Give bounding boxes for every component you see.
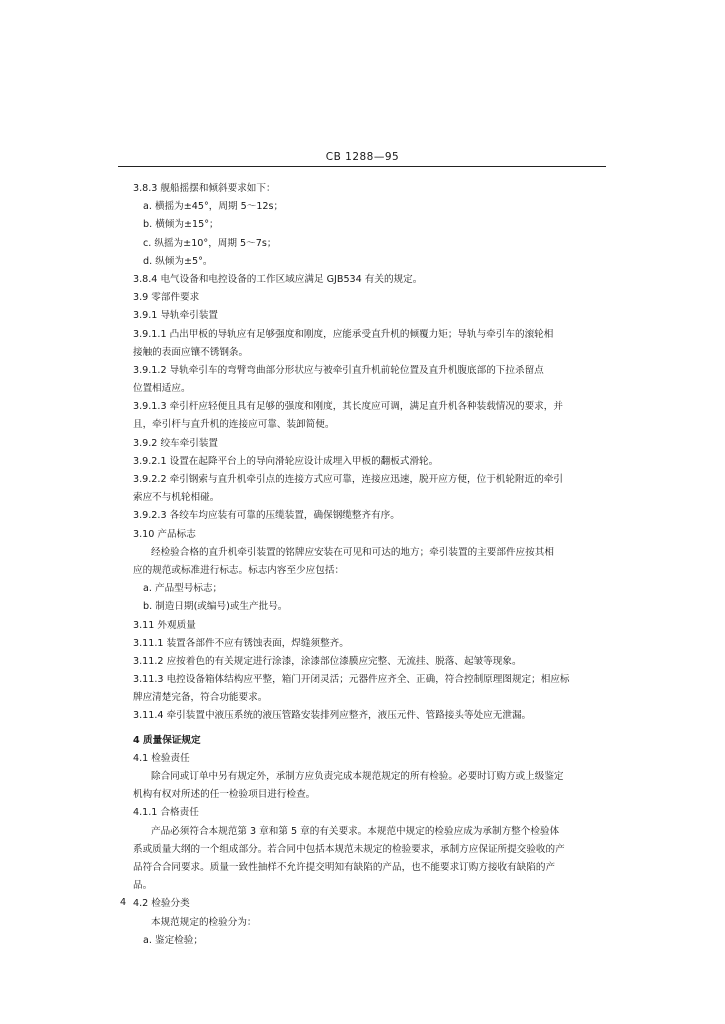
text-line: 3.9.2.2 牵引钢索与直升机牵引点的连接方式应可靠，连接应迅速，脱开应方便，位于机轮附近的牵引 — [133, 474, 563, 485]
text-line: a. 鉴定检验； — [143, 934, 203, 946]
section-heading: 4 质量保证规定 — [133, 734, 201, 746]
text-line: 3.9.1 导轨牵引装置 — [133, 310, 219, 322]
text-line: b. 横倾为±15°； — [143, 219, 219, 231]
text-line: 经检验合格的直升机牵引装置的铭牌应安装在可见和可达的地方；牵引装置的主要部件应按其相 — [151, 546, 554, 558]
standard-code-header: CB 1288—95 — [325, 151, 400, 163]
text-line: 品。 — [133, 880, 153, 892]
text-line: 3.10 产品标志 — [133, 528, 196, 540]
text-line: 3.9.1.3 牵引杆应轻便且具有足够的强度和刚度，其长度应可调，满足直升机各种装载情况的要求，并 — [133, 401, 563, 413]
text-line: 牌应清楚完备，符合功能要求。 — [133, 692, 268, 704]
text-line: 3.8.3 舰船摇摆和倾斜要求如下： — [133, 183, 276, 194]
text-line: 3.9.1.2 导轨牵引车的弯臂弯曲部分形状应与被牵引直升机前轮位置及直升机腹底部的下拉杀留点 — [133, 364, 544, 376]
text-line: 接触的表面应镶不锈钢条。 — [133, 346, 249, 358]
text-line: 3.9.1.1 凸出甲板的导轨应有足够强度和刚度，应能承受直升机的倾覆力矩；导轨与牵引车的滚轮相 — [133, 328, 554, 340]
text-line: 3.9.2.3 各绞车均应装有可靠的压缆装置，确保钢缆整齐有序。 — [133, 510, 400, 522]
text-line: 3.11 外观质量 — [133, 619, 196, 631]
text-line: 3.9.2 绞车牵引装置 — [133, 437, 219, 449]
text-line: 3.8.4 电气设备和电控设备的工作区域应满足 GJB534 有关的规定。 — [133, 273, 423, 285]
text-line: 产品必须符合本规范第 3 章和第 5 章的有关要求。本规范中规定的检验应成为承制方整个检验体 — [151, 825, 560, 837]
text-line: 索应不与机轮相碰。 — [133, 492, 220, 504]
document-body — [133, 180, 597, 950]
text-line: c. 纵摇为±10°，周期 5～7s； — [143, 237, 277, 249]
text-line: 机构有权对所述的任一检验项目进行检查。 — [133, 789, 316, 801]
page-number: 4 — [120, 897, 127, 908]
text-line: 4.1 检验责任 — [133, 752, 190, 764]
text-line: 3.9 零部件要求 — [133, 292, 200, 304]
text-line: 3.11.1 装置各部件不应有锈蚀表面，焊缝须整齐。 — [133, 637, 349, 649]
text-line: 应的规范或标准进行标志。标志内容至少应包括： — [133, 564, 345, 576]
text-line: 4.1.1 合格责任 — [133, 807, 199, 819]
header-divider — [118, 166, 606, 167]
text-line: a. 产品型号标志； — [143, 583, 223, 595]
text-line: 位置相适应。 — [133, 383, 191, 395]
text-line: 本规范规定的检验分为： — [151, 916, 257, 928]
text-line: 除合同或订单中另有规定外，承制方应负责完成本规范规定的所有检验。必要时订购方或上级鉴定 — [151, 771, 564, 782]
text-line: a. 横摇为±45°，周期 5～12s； — [143, 201, 284, 213]
text-line: 且，牵引杆与直升机的连接应可靠、装卸简便。 — [133, 419, 335, 431]
text-line: 3.11.4 牵引装置中液压系统的液压管路安装排列应整齐，液压元件、管路接头等处应无泄漏。 — [133, 710, 532, 722]
text-line: 3.11.2 应按着色的有关规定进行涂漆，涂漆部位漆膜应完整、无流挂、脱落、起皱等现象。 — [133, 655, 522, 667]
text-line: b. 制造日期(或编号)或生产批号。 — [143, 601, 288, 613]
text-line: 3.9.2.1 设置在起降平台上的导向滑轮应设计成埋入甲板的翻板式滑轮。 — [133, 455, 439, 467]
text-line: 3.11.3 电控设备箱体结构应平整，箱门开闭灵活；元器件应齐全、正确，符合控制原理图规定；相应标 — [133, 674, 570, 686]
text-line: 品符合合同要求。质量一致性抽样不允许提交明知有缺陷的产品，也不能要求订购方接收有缺陷的产 — [133, 861, 556, 873]
text-line: 系或质量大纲的一个组成部分。若合同中包括本规范未规定的检验要求，承制方应保证所提交验收的产 — [133, 843, 565, 855]
text-line: d. 纵倾为±5°。 — [143, 255, 213, 267]
text-line: 4.2 检验分类 — [133, 898, 190, 910]
